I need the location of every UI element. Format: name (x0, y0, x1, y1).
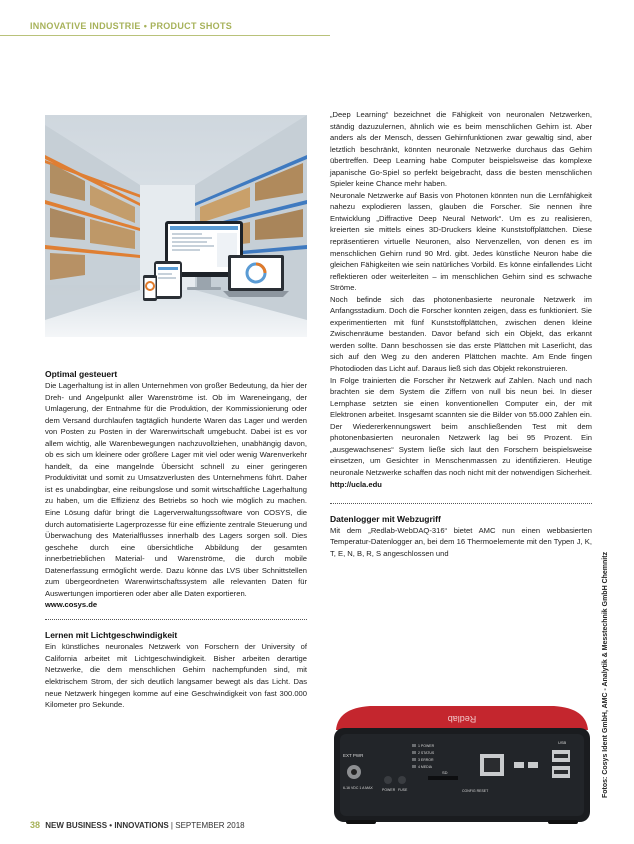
voltage-label: 6-16 VDC 1 A MAX (343, 786, 373, 790)
led-media-label: 4 MEDIA (418, 765, 433, 769)
ext-pwr-label: EXT PWR (343, 753, 364, 758)
page-header (0, 0, 634, 36)
article-body-anfangsstadium: Noch befinde sich das photonenbasierte neuronale Netzwerk im Anfangsstadium. Doch die Forscher konnten zeigen, dass es funktioniert. Sie experimentierten mit fünf Kunststoffplättchen, zwischen denen kleine Zwischenräume bestanden. Davor befand sich ein Objekt, das erkannt werden sollte. Dann beschossen sie das erste Plättchen mit Laserlicht, das sich auf den Weg zu den anderen Plättchen machte. Am Ende fingen Photodioden das Licht auf. Daraus ließ sich das Objekt rekonstruieren. (330, 294, 592, 374)
article-body-optimal: Die Lagerhaltung ist in allen Unternehmen von großer Bedeutung, da hier der Dreh- und Angelpunkt aller Warenströme ist. Ob im Wareneingang, der Umlagerung, der Entnahme für die Produktion, der Kommissionierung oder dem Versand durchlaufen tagtäglich hunderte Waren das Lager und werden von Posten zu Posten in der Warenwirtschaft umgebucht. Dabei ist es vor allem wichtig, alle Warenbewegungen nachzuvollziehen, unabhängig davon, ob es sich um kleinere oder größere Lager mit viel oder wenig Warenverkehr handelt, da eine mangelnde Übersicht schnell zu einer geringeren Produktivität und somit zu Umsatzverlusten des Unternehmens führt. Daher ist es unabdingbar, eine reibungslose und somit wirtschaftliche Lagerhaltung zu haben, um die Effizienz des Betriebs so hoch wie möglich zu machen. Eine Lösung dafür bringt die Lagerverwaltungssoftware von COSYS, die durch automatisierte Lagerprozesse für eine effiziente zentrale Steuerung und Überwachung des Materialflusses innerhalb des Lagers sorgen soll. Dies geschehe durch eine übersichtliche Abbildung der gesamten innerbetrieblichen Material- und Warenströme, die durch mobile Datenerfassung ermöglicht werde. Dazu könne das LVS über Schnittstellen zum übergeordneten Warenwirtschaftssystem alle relevanten Daten für Auswertungen importieren oder aber alle Daten exportieren. (45, 381, 308, 598)
header-rule (0, 35, 330, 36)
phone-icon (143, 275, 157, 301)
footer-dot: • (109, 821, 115, 830)
article-body-photonen: Neuronale Netzwerke auf Basis von Photonen könnten nun die Lernfähigkeit nahezu explodieren lassen, glauben die Forscher. Sie nennen ihre Entwicklung „Diffractive Deep Neural Network“. Um es zu realisieren, kreierten sie mittels eines 3D-Druckers kleine Kunststoffplättchen. Diese repräsentieren virtuelle Neuronen, also Nervenzellen, von denen es im menschlichen Gehirn rund 90 Mrd. gibt. Jedes künstliche Neuron habe die gleichen Fähigkeiten wie sein natürliches Vorbild. Es könne einfallendes Licht reflektieren oder weiterleiten – im menschlichen Gehirn sind es schwache Ströme. (330, 190, 592, 293)
sd-label: SD (442, 770, 448, 775)
power-button-label: POWER (382, 788, 396, 792)
magazine-name: NEW BUSINESS (45, 821, 108, 830)
warehouse-photo (45, 115, 307, 337)
article-body-datenlogger: Mit dem „Redlab-WebDAQ-316“ bietet AMC nun einen webbasierten Temperatur-Datenlogger an, bei dem 16 Thermoelemente mit den Typen J, K, T, E, N, B, R, S angeschlossen und (330, 525, 592, 558)
datalogger-illustration (330, 700, 592, 830)
led-status-label: 2 STATUS (418, 751, 435, 755)
issue-date: SEPTEMBER 2018 (175, 821, 245, 830)
divider (330, 503, 592, 504)
datalogger-photo (330, 700, 592, 830)
article-heading-datenlogger: Datenlogger mit Webzugriff (330, 513, 441, 524)
fuse-label: FUSE (398, 788, 408, 792)
section-title: INNOVATIVE INDUSTRIE (30, 21, 141, 31)
photo-credit: Fotos: Cosys Ident GmbH, AMC - Analytik & Messtechnik GmbH Chemnitz (602, 551, 609, 798)
article-body-training: In Folge trainierten die Forscher ihr Netzwerk auf Zahlen. Nach und nach brachten sie dem System die Ziffern von null bis neun bei. In dieser Lernphase setzten sie einen konventionellen Computer ein, der mit Elektronen arbeitet. Insgesamt scannten sie die Bilder von 55.000 Zahlen ein. Der Wiedererkennungswert beim anschließenden Test mit dem photonenbasierten neuronalen Netzwerk lag bei 95 Prozent. Ein „ausgewachsenes“ System ließe sich laut den Forschern beispielsweise einsetzen, um Gesichter in Menschenmassen zu identifizieren. Heutige neuronale Netzwerke schaffen das noch nicht mit der notwendigen Sicherheit. (330, 375, 592, 477)
led-power-label: 1 POWER (418, 744, 435, 748)
usb-label: USB (558, 740, 567, 745)
article-heading-licht: Lernen mit Lichtgeschwindigkeit (45, 630, 178, 641)
left-column (45, 368, 307, 711)
tablet-icon (154, 261, 182, 299)
photo-credit-wrap (602, 551, 634, 805)
divider (45, 619, 307, 620)
laptop-icon (223, 255, 289, 297)
config-label: CONFIG RESET (462, 789, 489, 793)
separator-dot: • (143, 21, 148, 31)
page-number: 38 (30, 820, 41, 830)
device-brand: Redlab (447, 714, 477, 724)
warehouse-illustration (45, 115, 307, 337)
page-footer (30, 820, 245, 830)
article-body-deep-learning: „Deep Learning“ bezeichnet die Fähigkeit von neuronalen Netzwerken, ständig dazuzulernen, ähnlich wie es beim menschlichen Gehirn ist. Aber anders als der Mensch, dessen Gehirnfunktionen zwar gewaltig sind, aber letztlich beschränkt, könnten neuronale Netzwerke durchaus das Gehirn übertreffen. Deep Learning habe Computer beispielsweise das komplexe japanische Go-Spiel so perfekt beigebracht, dass die besten menschlichen Spieler keine Chance mehr haben. (330, 110, 592, 189)
article-heading-optimal: Optimal gesteuert (45, 369, 118, 379)
article-body-licht-intro: Ein künstliches neuronales Netzwerk von Forschern der University of California arbeitet mit Lichtgeschwindigkeit. Bisher arbeiten derartige Netzwerke, die dem menschlichen Gehirn nachempfunden sind, mit elektrischem Strom, der sich deutlich langsamer bewegt als das Licht. Das neue Netzwerk hingegen komme auf eine Geschwindigkeit von fast 300.000 Kilometer pro Sekunde. (45, 642, 307, 710)
section-label (30, 21, 232, 31)
ucla-link[interactable]: http://ucla.edu (330, 479, 382, 489)
led-error-label: 3 ERROR (418, 758, 434, 762)
right-column (330, 109, 592, 559)
magazine-subname: INNOVATIONS (114, 821, 169, 830)
subsection-title: PRODUCT SHOTS (150, 21, 233, 31)
cosys-link[interactable]: www.cosys.de (45, 600, 98, 610)
footer-separator: | (170, 821, 176, 830)
